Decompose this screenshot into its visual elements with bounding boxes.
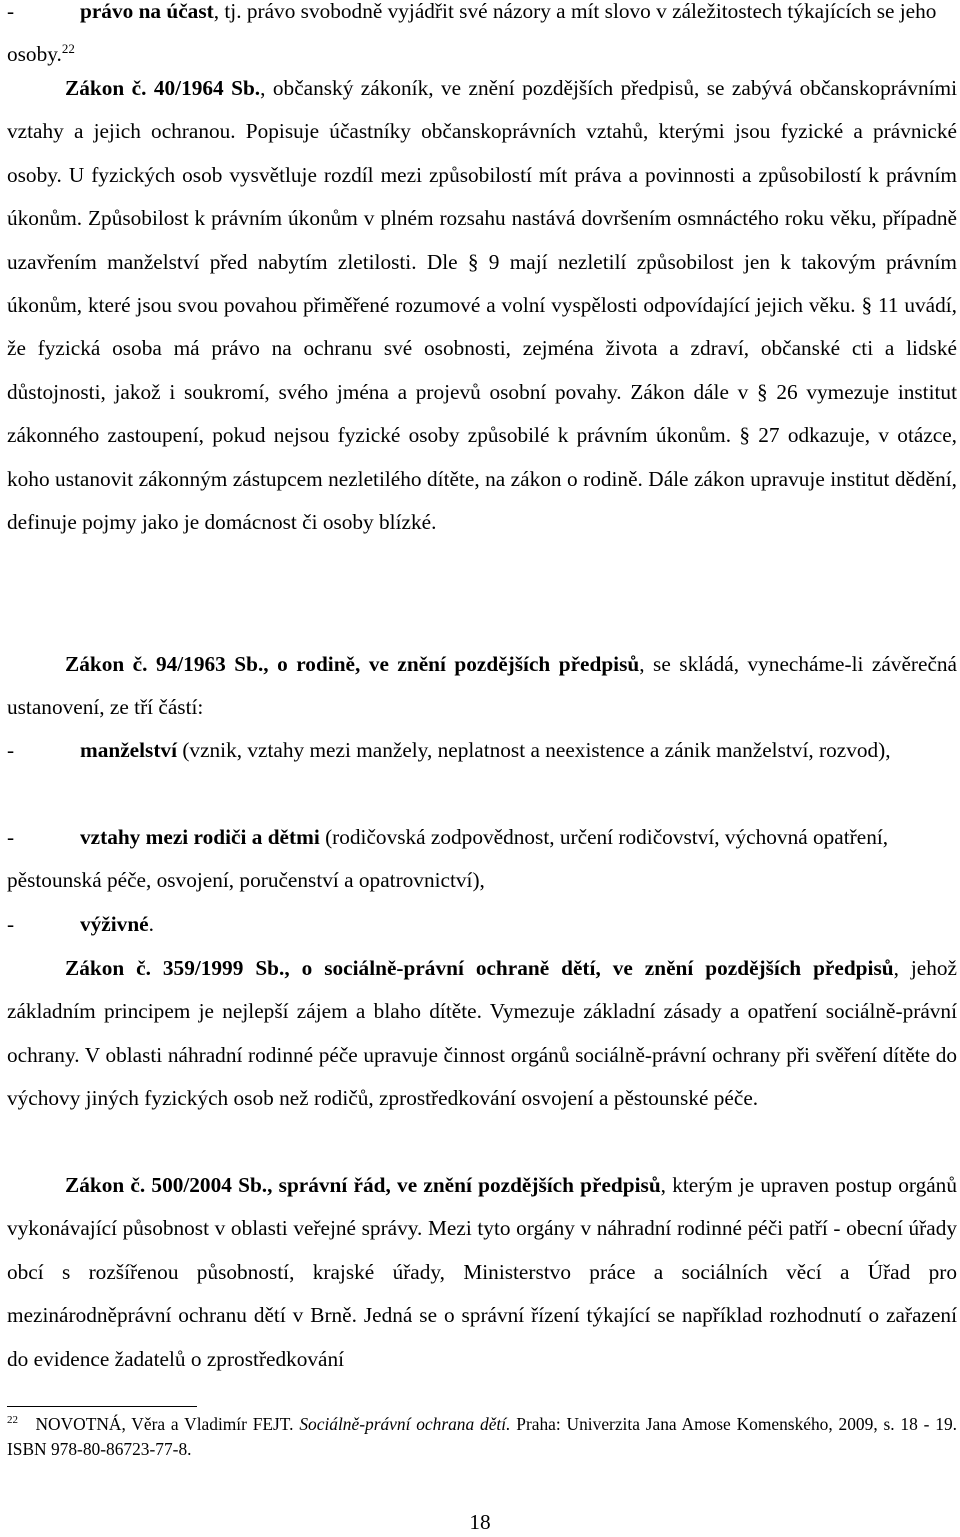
footnote-number: 22	[7, 1414, 18, 1426]
list-dash: -	[7, 738, 15, 762]
civil-code-paragraph	[7, 67, 957, 544]
paragraph-text: , občanský zákoník, ve znění pozdějších předpisů, se zabývá občanskoprávními vztahy a jejich ochranou. Popisuje účastníky občanskoprávních vztahů, kterými jsou fyzické a právnické osoby. U fyzických osob vysvětluje rozdíl mezi způsobilostí mít práva a povinnosti a způsobilostí k právním úkonům. Způsobilost k právním úkonům v plném rozsahu nastává dovršením osmnáctého roku věku, případně uzavřením manželství před nabytím zletilosti. Dle § 9 mají nezletilí způsobilost jen k takovým právním úkonům, které jsou svou povahou přiměřené rozumové a volní vyspělosti odpovídající jejich věku. § 11 uvádí, že fyzická osoba má právo na ochranu své osobnosti, zejména života a zdraví, občanské cti a lidské důstojnosti, jakož i soukromí, svého jména a projevů osobní povahy. Zákon dále v § 26 vymezuje institut zákonného zastoupení, pokud nejsou fyzické osoby způsobilé k právním úkonům. § 27 odkazuje, v otázce, koho ustanovit zákonným zástupcem nezletilého dítěte, na zákon o rodině. Dále zákon upravuje institut dědění, definuje pojmy jako je domácnost či osoby blízké.	[7, 76, 958, 535]
law-title: Zákon č. 94/1963 Sb., o rodině, ve znění pozdějších předpisů	[65, 652, 640, 676]
administrative-code-paragraph	[7, 1164, 957, 1381]
family-law-list-item	[7, 816, 957, 903]
footnote-title: Sociálně-právní ochrana dětí.	[299, 1414, 511, 1434]
list-item-text: .	[148, 912, 154, 936]
bold-term: manželství	[80, 738, 178, 762]
paragraph-text: , kterým je upraven postup orgánů vykonávající působnost v oblasti veřejné správy. Mezi tyto orgány v náhradní rodinné péči patří - obecní úřady obcí s rozšířenou působností, krajské úřady, Ministerstvo práce a sociálních věcí a Úřad pro mezinárodněprávní ochranu dětí v Brně. Jedná se o správní řízení týkající se například rozhodnutí o zařazení do evidence žadatelů o zprostředkování	[7, 1173, 957, 1371]
child-protection-law-paragraph	[7, 947, 957, 1121]
list-item-text: (vznik, vztahy mezi manžely, neplatnost a neexistence a zánik manželství, rozvod),	[177, 738, 891, 762]
family-law-paragraph	[7, 643, 957, 730]
footnote	[7, 1412, 957, 1461]
family-law-list-item	[7, 903, 957, 946]
list-dash: -	[7, 912, 15, 936]
law-title: Zákon č. 40/1964 Sb.	[65, 76, 261, 100]
family-law-list-item	[7, 729, 957, 772]
law-title: Zákon č. 500/2004 Sb., správní řád, ve znění pozdějších předpisů	[65, 1173, 661, 1197]
footnote-authors: NOVOTNÁ, Věra a Vladimír FEJT.	[35, 1414, 294, 1434]
bold-term: výživné	[80, 912, 149, 936]
list-item-text: (rodičovská zodpovědnost, určení rodičovství, výchovná opatření, pěstounská péče, osvojení, poručenství a opatrovnictví),	[7, 825, 889, 893]
page-number: 18	[469, 1510, 491, 1534]
paragraph-text: , tj. právo svobodně vyjádřit své názory a mít slovo v záležitostech týkajících se jeho osoby.	[7, 0, 937, 67]
bold-term: právo na účast	[80, 0, 214, 23]
footnote-ref: 22	[61, 41, 75, 57]
footnote-separator	[7, 1406, 197, 1407]
paragraph-text: , jehož základním principem je nejlepší zájem a blaho dítěte. Vymezuje základní zásady a opatření sociálně-právní ochrany. V oblasti náhradní rodinné péče upravuje činnost orgánů sociálně-právní ochrany při svěření dítěte do výchovy jiných fyzických osob než rodičů, zprostředkování osvojení a pěstounské péče.	[7, 956, 957, 1111]
paragraph-text: , se skládá, vynecháme-li závěrečná ustanovení, ze tří částí:	[7, 652, 957, 720]
list-dash: -	[7, 825, 15, 849]
bold-term: vztahy mezi rodiči a dětmi	[80, 825, 320, 849]
rights-list-item	[7, 0, 957, 77]
list-dash: -	[7, 0, 15, 23]
footnote-publication: Praha: Univerzita Jana Amose Komenského, 2009, s. 18 - 19. ISBN 978-80-86723-77-8.	[7, 1414, 957, 1459]
law-title: Zákon č. 359/1999 Sb., o sociálně-právní ochraně dětí, ve znění pozdějších předpisů	[65, 956, 894, 980]
